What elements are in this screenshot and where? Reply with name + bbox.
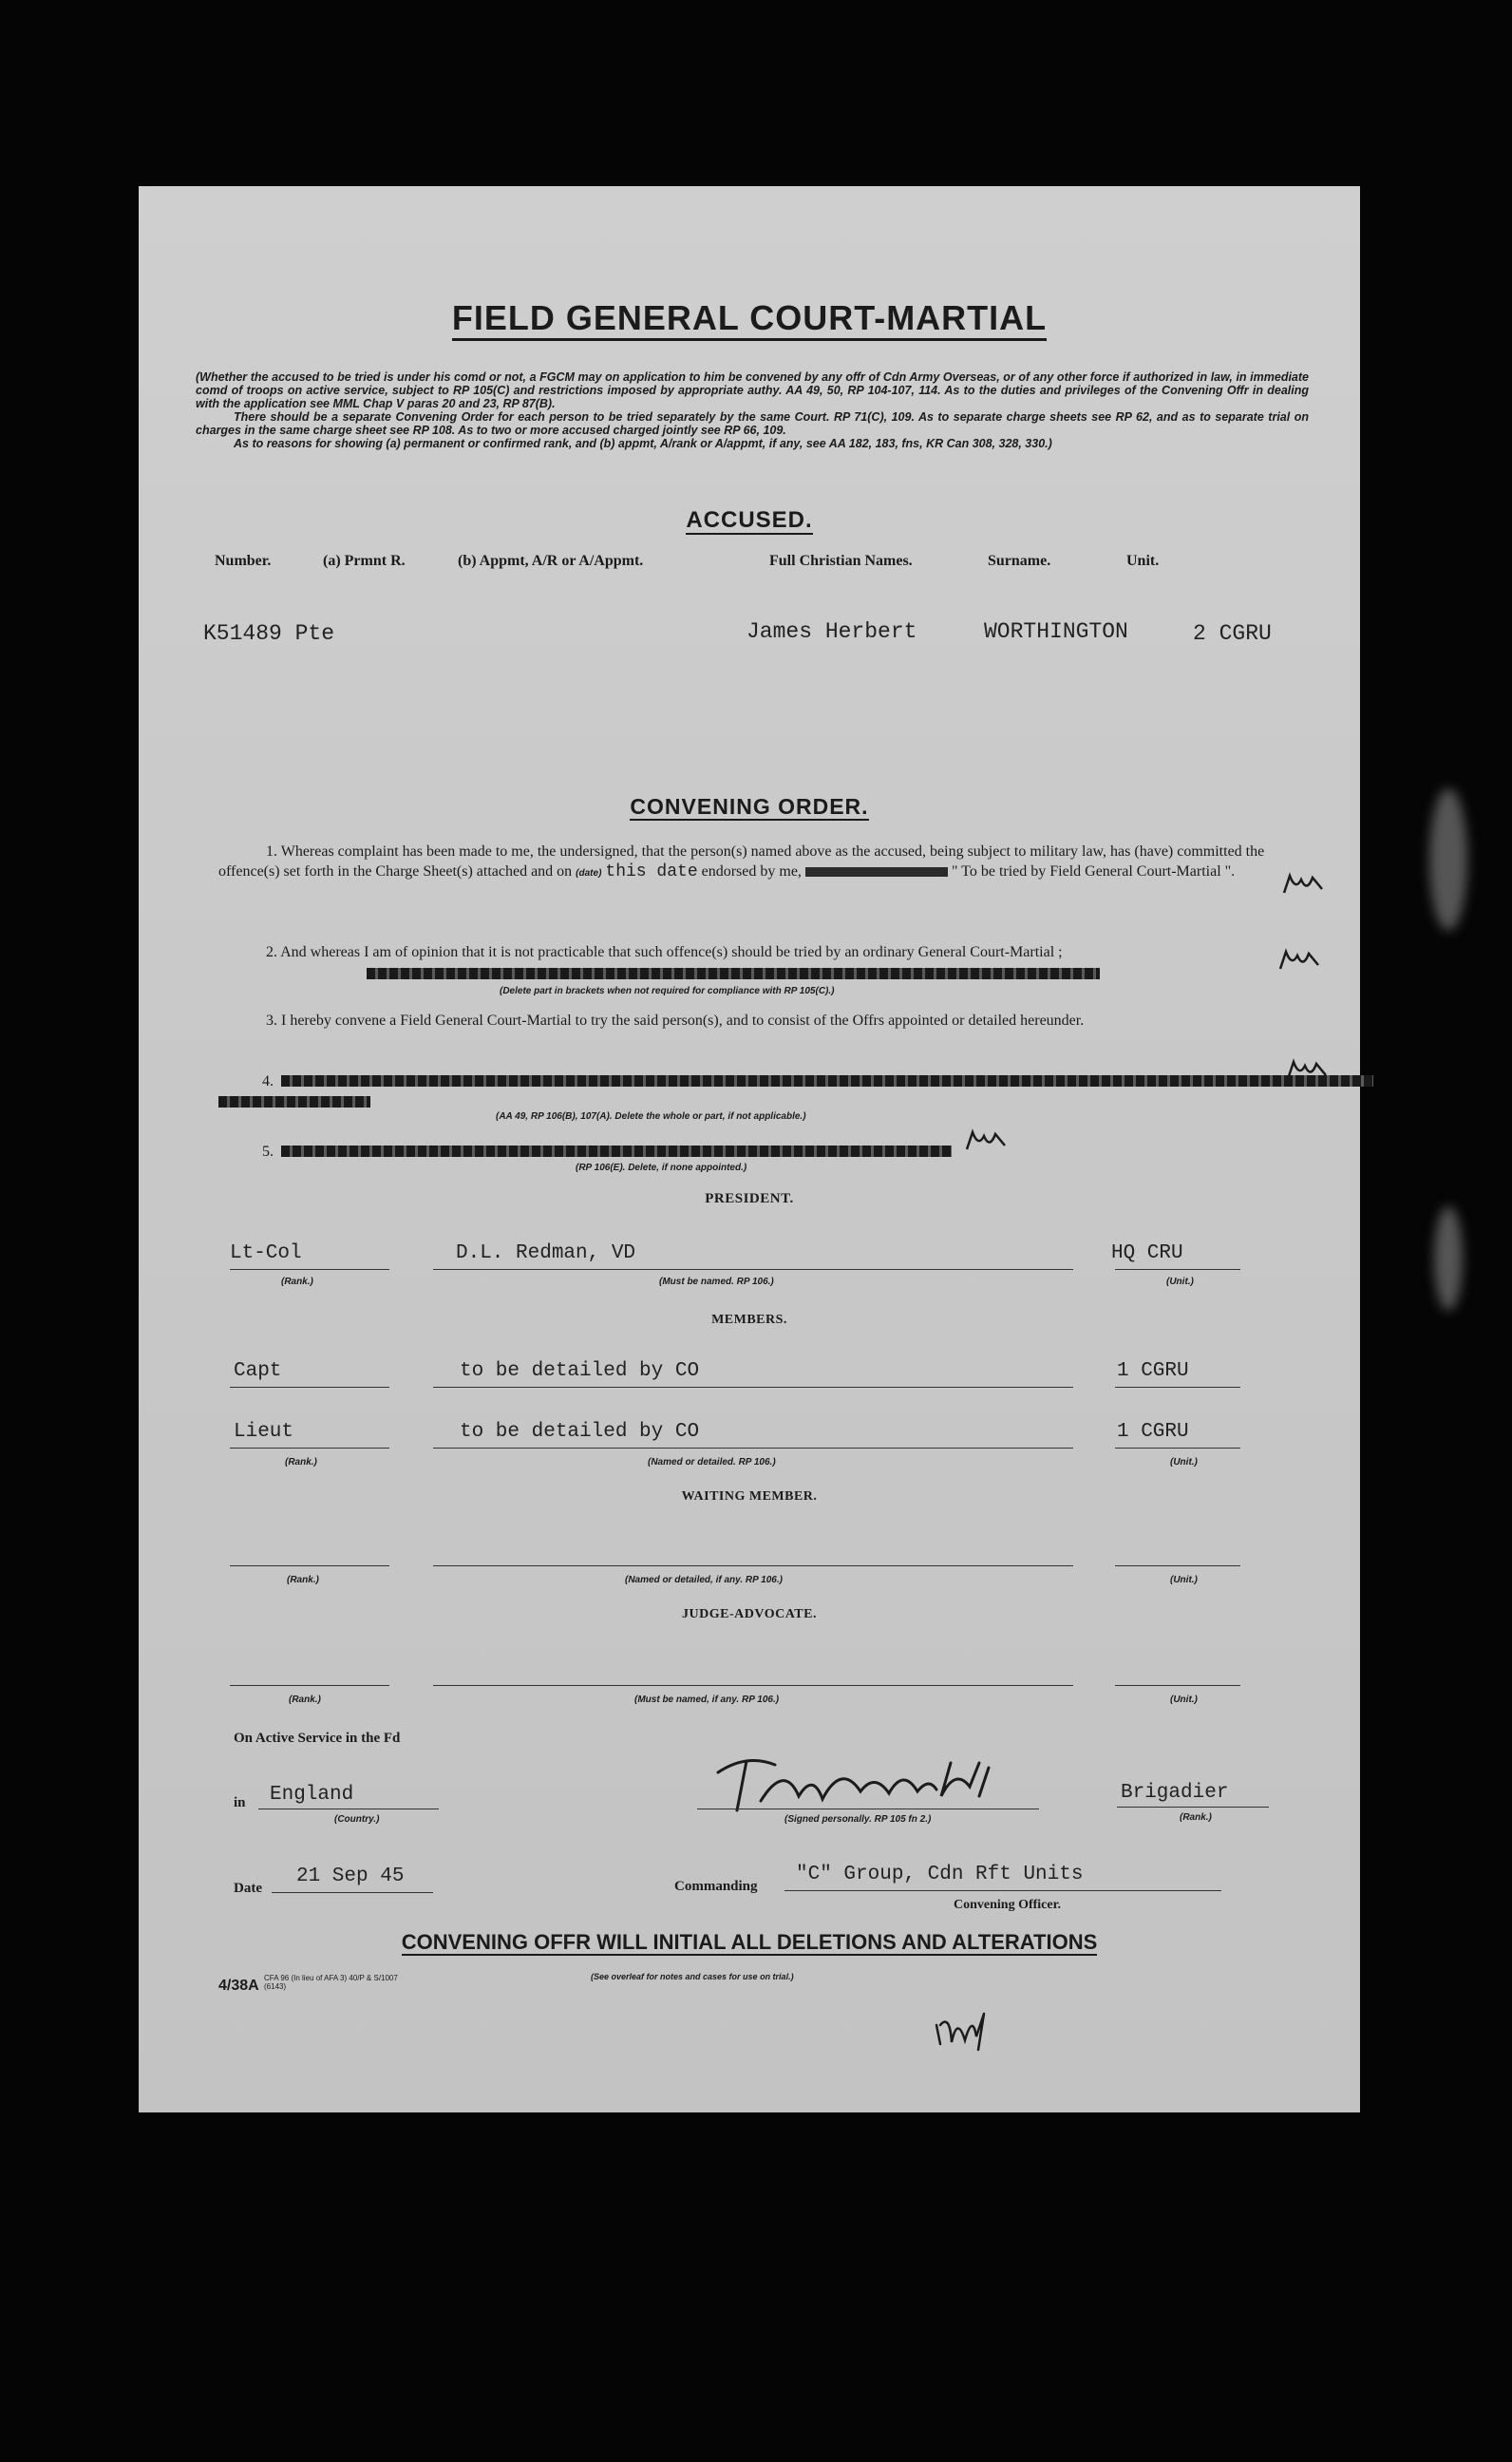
rank-label: (Rank.) <box>285 1457 317 1468</box>
form-title: FIELD GENERAL COURT-MARTIAL <box>139 298 1360 338</box>
member-name: to be detailed by CO <box>460 1421 700 1443</box>
member-rank: Lieut <box>234 1421 294 1443</box>
president-unit: HQ CRU <box>1111 1242 1183 1264</box>
paragraph-3 <box>218 1011 1316 1031</box>
date-value: 21 Sep 45 <box>296 1865 405 1887</box>
para-text: endorsed by me, <box>701 863 802 880</box>
initials-mark <box>961 1127 1018 1155</box>
printer-code: CFA 96 (In lieu of AFA 3) 40/P & S/1007 (6143) <box>264 1974 398 1991</box>
commanding-line <box>784 1890 1221 1891</box>
commanding-value: "C" Group, Cdn Rft Units <box>796 1864 1084 1885</box>
rank-line <box>230 1387 389 1388</box>
named-or-detailed-label: (Named or detailed. RP 106.) <box>648 1457 776 1468</box>
unit-label: (Unit.) <box>1170 1575 1198 1585</box>
column-prmnt-rank: (a) Prmnt R. <box>323 553 406 569</box>
members-heading: MEMBERS. <box>711 1313 787 1327</box>
rank-line <box>230 1565 389 1566</box>
paragraph-2 <box>218 942 1316 962</box>
unit-label: (Unit.) <box>1170 1457 1198 1468</box>
para-text: I hereby convene a Field General Court-Martial to try the said person(s), and to consist of the Offrs appointed or detailed hereunder. <box>281 1013 1085 1029</box>
note-paragraph: As to reasons for showing (a) permanent or confirmed rank, and (b) appmt, A/rank or A/appmt, if any, see AA 182, 183, fns, KR Can 308, 328, 330.) <box>234 437 1052 450</box>
name-line <box>433 1565 1073 1566</box>
rank-line <box>1117 1807 1269 1808</box>
deletion-strike <box>281 1075 1373 1087</box>
accused-unit: 2 CGRU <box>1193 621 1272 646</box>
unit-line <box>1115 1448 1240 1449</box>
convening-officer-label: Convening Officer. <box>954 1898 1062 1912</box>
unit-line <box>1115 1685 1240 1686</box>
para-5-note: (RP 106(E). Delete, if none appointed.) <box>576 1163 747 1173</box>
column-unit: Unit. <box>1126 553 1160 569</box>
initials-mark <box>1282 1056 1339 1085</box>
column-christian-names: Full Christian Names. <box>769 553 913 569</box>
name-line <box>433 1685 1073 1686</box>
president-rank: Lt-Col <box>230 1242 302 1264</box>
rank-value: Brigadier <box>1121 1782 1229 1804</box>
rank-label: (Rank.) <box>287 1575 319 1585</box>
unit-label: (Unit.) <box>1170 1695 1198 1705</box>
instructions-note <box>196 370 1309 450</box>
column-surname: Surname. <box>988 553 1051 569</box>
note-paragraph: There should be a separate Convening Order for each person to be tried separately by the same Court. RP 71(C), 109. As to separate charge sheets see RP 62, and as to separate trial on charges in the same charge sheet see RP 108. As to two or more accused charged jointly see RP 66, 109. <box>196 410 1309 437</box>
date-line <box>272 1892 433 1893</box>
must-be-named-if-any-label: (Must be named, if any. RP 106.) <box>634 1695 780 1705</box>
initials-mark <box>1278 870 1335 899</box>
initials-mark <box>929 1987 1005 2054</box>
deletion-strike <box>367 968 1100 979</box>
name-line <box>433 1387 1073 1388</box>
unit-label: (Unit.) <box>1166 1277 1194 1287</box>
accused-surname: WORTHINGTON <box>984 619 1128 644</box>
country-value: England <box>270 1784 354 1806</box>
accused-heading: ACCUSED. <box>686 507 813 533</box>
president-name: D.L. Redman, VD <box>456 1242 636 1264</box>
commanding-label: Commanding <box>674 1879 758 1894</box>
president-heading: PRESIDENT. <box>705 1191 794 1206</box>
deletion-strike <box>281 1146 952 1157</box>
para-2-note: (Delete part in brackets when not required for compliance with RP 105(C).) <box>500 986 835 996</box>
para-number: 2. <box>266 944 277 960</box>
in-label: in <box>234 1795 246 1810</box>
overleaf-note: (See overleaf for notes and cases for use on trial.) <box>591 1972 794 1981</box>
deletion-strike <box>805 867 948 877</box>
form-number: 4/38A <box>218 1978 259 1994</box>
column-appmt: (b) Appmt, A/R or A/Appmt. <box>458 553 644 569</box>
rank-label: (Rank.) <box>289 1695 321 1705</box>
rank-line <box>230 1448 389 1449</box>
accused-names: James Herbert <box>747 619 917 644</box>
unit-line <box>1115 1387 1240 1388</box>
member-unit: 1 CGRU <box>1117 1360 1189 1382</box>
note-paragraph: (Whether the accused to be tried is under his comd or not, a FGCM may on application to him be convened by any offr of Cdn Army Overseas, or of any other force if authorized in law, in immediate comd of troops on active service, subject to RP 105(C) and restrictions imposed by appropriate authy. AA 49, 50, RP 104-107, 114. As to the duties and privileges of the Convening Offr in dealing with the application see MML Chap V paras 20 and 23, RP 87(B). <box>196 370 1309 410</box>
name-line <box>433 1269 1073 1270</box>
must-be-named-label: (Must be named. RP 106.) <box>659 1277 774 1287</box>
initial-deletions-notice: CONVENING OFFR WILL INITIAL ALL DELETIONS AND ALTERATIONS <box>401 1930 1098 1954</box>
judge-advocate-heading: JUDGE-ADVOCATE. <box>682 1607 817 1621</box>
column-number: Number. <box>215 553 272 569</box>
rank-line <box>230 1685 389 1686</box>
member-unit: 1 CGRU <box>1117 1421 1189 1443</box>
initials-mark <box>1275 946 1332 975</box>
date-value: this date <box>605 862 698 881</box>
para-text: " To be tried by Field General Court-Martial ". <box>951 863 1236 880</box>
film-edge-blur <box>1434 1206 1463 1311</box>
active-service-label: On Active Service in the Fd <box>234 1731 401 1746</box>
name-line <box>433 1448 1073 1449</box>
named-or-detailed-if-any-label: (Named or detailed, if any. RP 106.) <box>625 1575 783 1585</box>
waiting-member-heading: WAITING MEMBER. <box>681 1489 818 1504</box>
convening-order-heading: CONVENING ORDER. <box>630 794 869 819</box>
member-name: to be detailed by CO <box>460 1360 700 1382</box>
para-text: And whereas I am of opinion that it is not practicable that such offence(s) should be tried by an ordinary General Court-Martial ; <box>280 944 1063 960</box>
accused-number-rank: K51489 Pte <box>203 621 335 646</box>
unit-line <box>1115 1565 1240 1566</box>
country-label: (Country.) <box>334 1814 380 1825</box>
unit-line <box>1115 1269 1240 1270</box>
deletion-strike <box>218 1096 370 1108</box>
paragraph-1 <box>218 842 1316 883</box>
rank-label: (Rank.) <box>281 1277 313 1287</box>
rank-line <box>230 1269 389 1270</box>
member-rank: Capt <box>234 1360 282 1382</box>
film-edge-blur <box>1429 788 1467 931</box>
para-number: 3. <box>266 1013 277 1029</box>
date-label: (date) <box>576 868 602 879</box>
para-number: 1. <box>266 843 277 860</box>
para-4-number: 4. <box>262 1073 274 1089</box>
para-4-note: (AA 49, RP 106(B), 107(A). Delete the whole or part, if not applicable.) <box>496 1111 806 1122</box>
para-5-number: 5. <box>262 1144 274 1160</box>
rank-label: (Rank.) <box>1180 1812 1212 1823</box>
court-martial-form <box>139 186 1360 2112</box>
date-label: Date <box>234 1881 262 1896</box>
signed-personally-label: (Signed personally. RP 105 fn 2.) <box>784 1814 932 1825</box>
para-text: Whereas complaint has been made to me, the undersigned, that the person(s) named above as the accused, being subject to military law, has (have) committed the offence(s) set forth in the Charge Sheet(s) attached and on <box>218 843 1265 880</box>
